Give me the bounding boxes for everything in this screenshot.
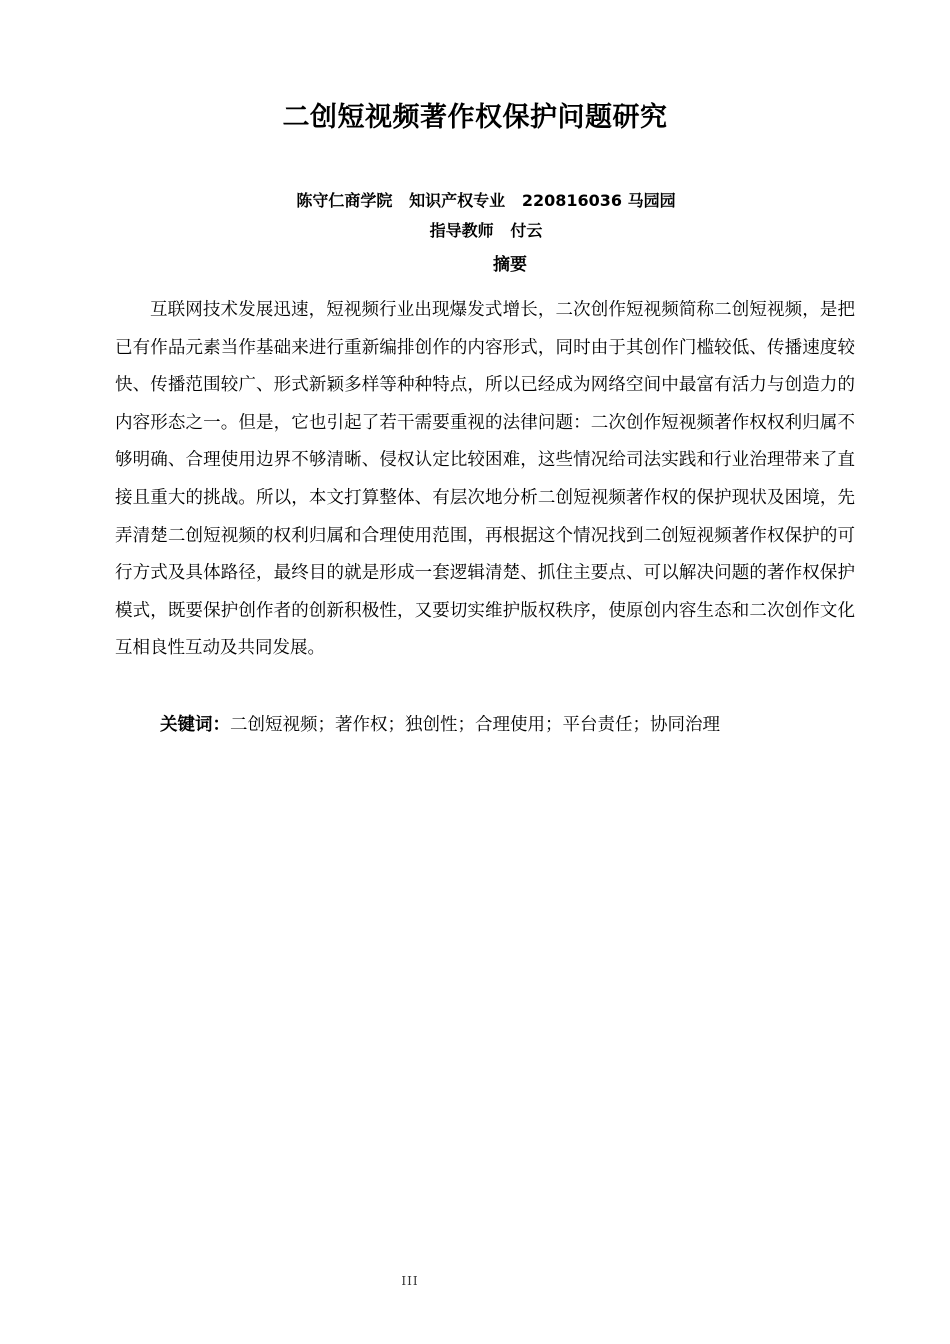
paper-title: 二创短视频著作权保护问题研究 <box>282 102 668 133</box>
page-number: III <box>401 1274 419 1288</box>
advisor-info: 指导教师 付云 <box>429 221 543 240</box>
author-info: 陈守仁商学院 知识产权专业 220816036 马园园 <box>296 191 676 210</box>
abstract-body: 互联网技术发展迅速，短视频行业出现爆发式增长，二次创作短视频简称二创短视频，是把已有作品元素当作基础来进行重新编排创作的内容形式，同时由于其创作门槛较低、传播速度较快、传播范围较广、形式新颖多样等种种特点，所以已经成为网络空间中最富有活力与创造力的内容形态之一。但是，它也引起了若干需要重视的法律问题：二次创作短视频著作权权利归属不够明确、合理使用边界不够清晰、侵权认定比较困难，这些情况给司法实践和行业治理带来了直接且重大的挑战。所以，本文打算整体、有层次地分析二创短视频著作权的保护现状及困境，先弄清楚二创短视频的权利归属和合理使用范围，再根据这个情况找到二创短视频著作权保护的可行方式及具体路径，最终目的就是形成一套逻辑清楚、抓住主要点、可以解决问题的著作权保护模式，既要保护创作者的创新积极性，又要切实维护版权秩序，使原创内容生态和二次创作文化互相良性互动及共同发展。 <box>115 300 855 659</box>
keywords-list: 二创短视频；著作权；独创性；合理使用；平台责任；协同治理 <box>230 715 720 735</box>
keywords-line <box>160 711 860 739</box>
abstract-heading: 摘要 <box>493 255 527 275</box>
keywords-label: 关键词： <box>160 715 230 735</box>
